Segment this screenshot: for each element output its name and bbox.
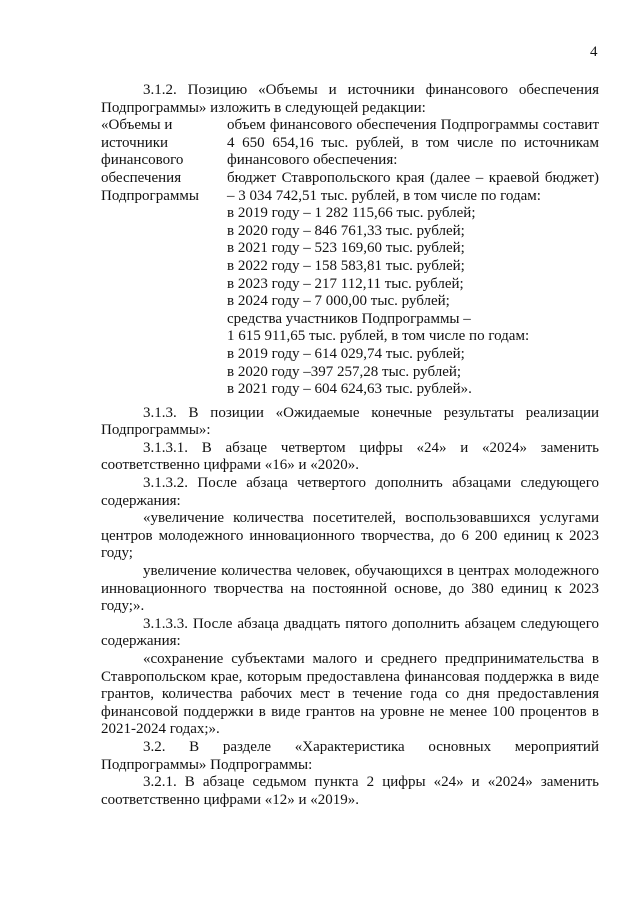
participants-intro: средства участников Подпрограммы –: [227, 310, 471, 327]
paragraph-3-1-2: 3.1.2. Позицию «Объемы и источники финансового обеспечения Подпрограммы» изложить в следующей редакции:: [101, 82, 599, 116]
regional-budget-intro: бюджет Ставропольского края (далее – краевой бюджет) – 3 034 742,51 тыс. рублей, в том числе по годам:: [227, 169, 599, 204]
budget-year-line: в 2022 году – 158 583,81 тыс. рублей;: [227, 257, 465, 274]
financing-table: [101, 117, 599, 399]
page-number: 4: [590, 44, 598, 60]
quote-visitors: «увеличение количества посетителей, воспользовавшихся услугами центров молодежного инновационного творчества, до 6 200 единиц к 2023 году;: [101, 510, 599, 562]
left-cell-line: источники: [101, 134, 169, 151]
participants-intro: 1 615 911,65 тыс. рублей, в том числе по годам:: [227, 328, 530, 345]
paragraph-3-1-3-3: 3.1.3.3. После абзаца двадцать пятого дополнить абзацем следующего содержания:: [101, 615, 599, 650]
paragraph-3-1-3: 3.1.3. В позиции «Ожидаемые конечные результаты реализации Подпрограммы»:: [101, 404, 599, 439]
participants-year-line: в 2019 году – 614 029,74 тыс. рублей;: [227, 345, 465, 362]
left-cell-line: обеспечения: [101, 169, 182, 186]
budget-year-line: в 2023 году – 217 112,11 тыс. рублей;: [227, 275, 464, 292]
document-body: [101, 82, 599, 809]
financing-total: объем финансового обеспечения Подпрограммы составит 4 650 654,16 тыс. рублей, в том числе по источникам финансового обеспечения:: [227, 117, 599, 169]
participants-year-line: в 2020 году –397 257,28 тыс. рублей;: [227, 363, 462, 380]
paragraph-3-2-1: 3.2.1. В абзаце седьмом пункта 2 цифры «24» и «2024» заменить соответственно цифрами «12» и «2019».: [101, 774, 599, 808]
left-cell-line: финансового: [101, 152, 184, 169]
budget-year-line: в 2019 году – 1 282 115,66 тыс. рублей;: [227, 205, 476, 222]
quote-small-business: «сохранение субъектами малого и среднего предпринимательства в Ставропольском крае, которым предоставлена финансовая поддержка в виде грантов, количества рабочих мест в течение года со дня предоставления финансовой поддержки в виде грантов на уровне не менее 100 процентов в 2021-2024 годах;».: [101, 651, 599, 738]
budget-year-line: в 2020 году – 846 761,33 тыс. рублей;: [227, 222, 465, 239]
budget-year-line: в 2024 году – 7 000,00 тыс. рублей;: [227, 293, 450, 310]
paragraph-3-1-3-1: 3.1.3.1. В абзаце четвертом цифры «24» и «2024» заменить соответственно цифрами «16» и «2020».: [101, 439, 599, 474]
left-cell-line: «Объемы и: [101, 117, 173, 134]
paragraph-3-1-3-2: 3.1.3.2. После абзаца четвертого дополнить абзацами следующего содержания:: [101, 475, 599, 509]
quote-students: увеличение количества человек, обучающихся в центрах молодежного инновационного творчества на постоянной основе, до 380 единиц к 2023 году;».: [101, 563, 599, 615]
financing-table-right-cell: [227, 117, 599, 399]
financing-table-left-cell: [101, 117, 227, 399]
budget-year-line: в 2021 году – 523 169,60 тыс. рублей;: [227, 240, 465, 257]
participants-year-line: в 2021 году – 604 624,63 тыс. рублей».: [227, 381, 472, 398]
left-cell-line: Подпрограммы: [101, 187, 199, 204]
paragraph-3-2: 3.2. В разделе «Характеристика основных мероприятий Подпрограммы» Подпрограммы:: [101, 738, 599, 773]
